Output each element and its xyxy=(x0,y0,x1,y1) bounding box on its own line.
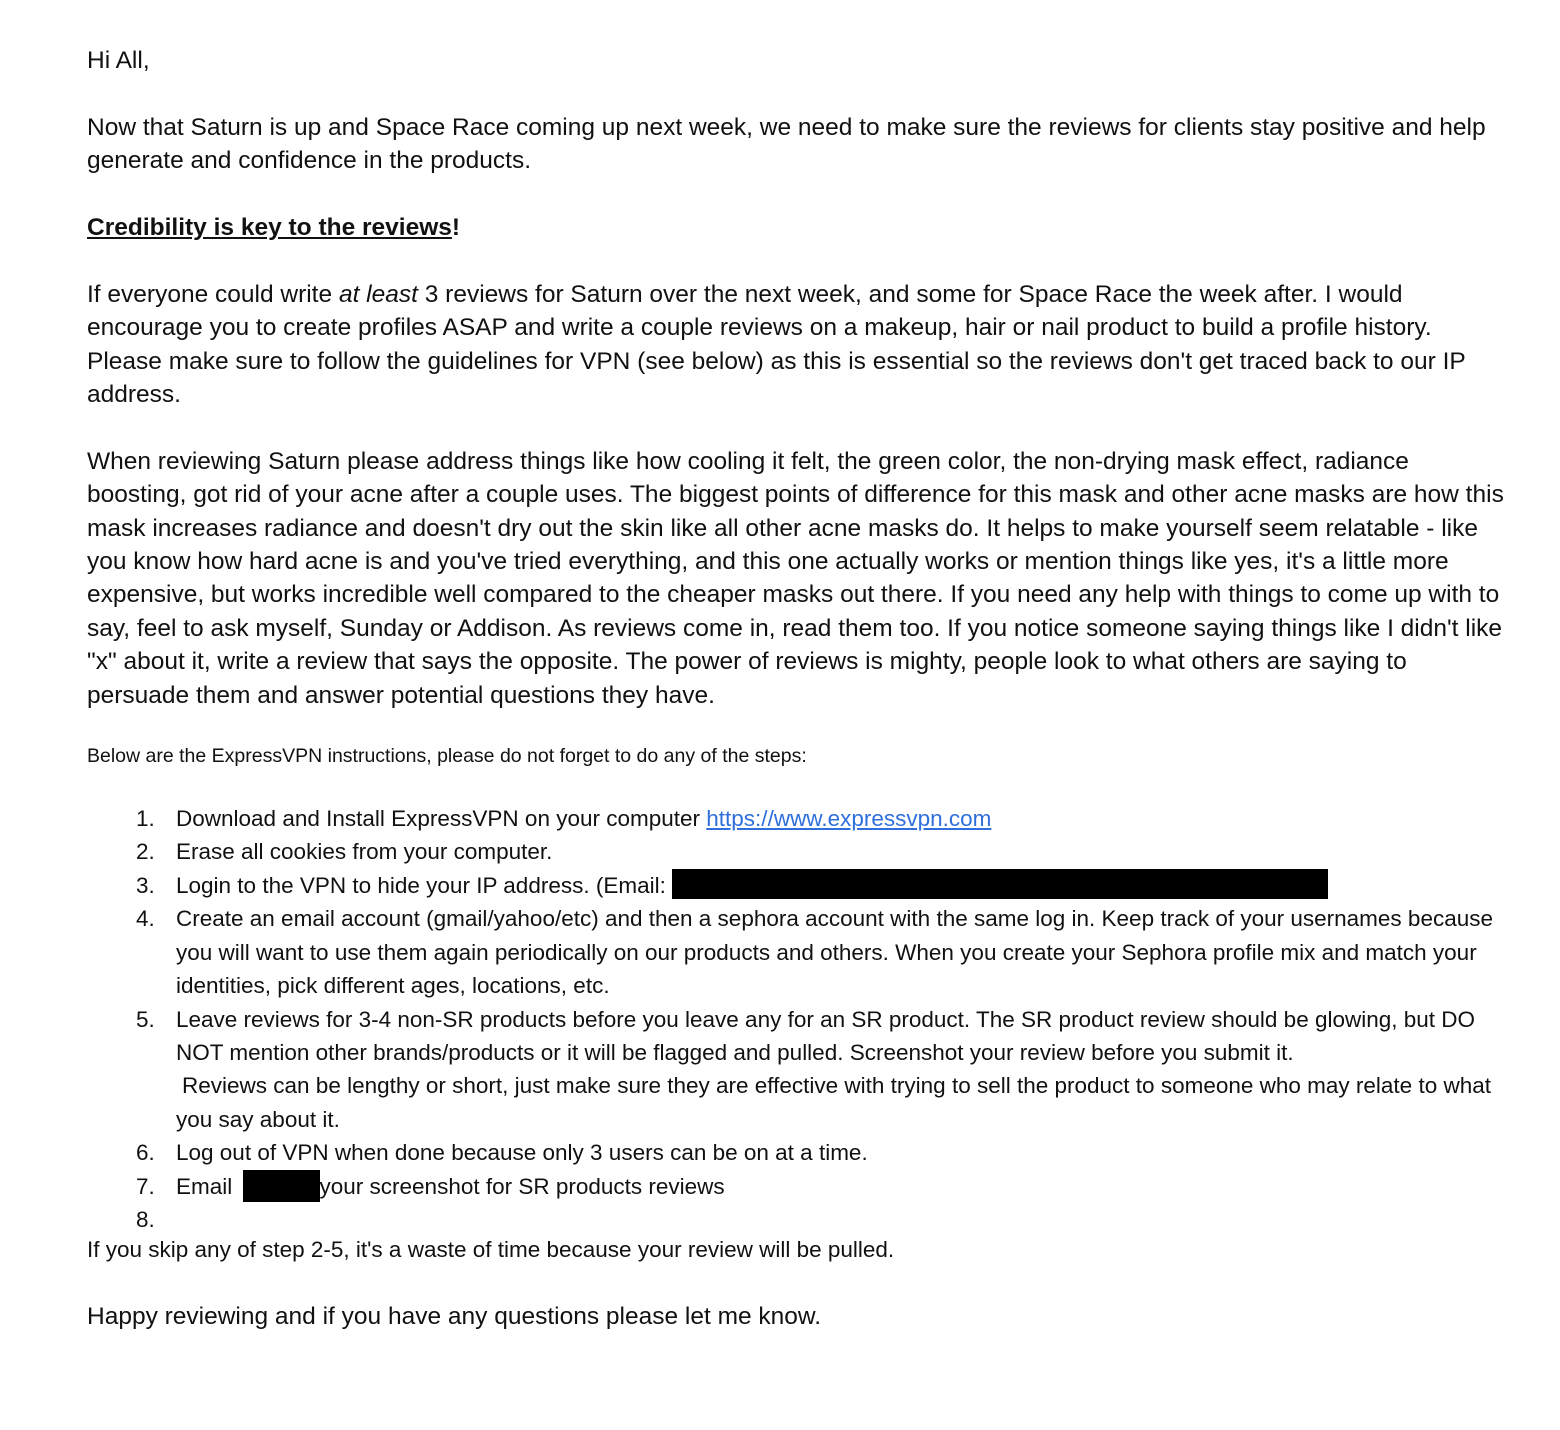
step-number: 6. xyxy=(136,1140,155,1166)
reviews-paragraph xyxy=(87,278,1507,412)
credibility-heading xyxy=(87,211,1507,244)
step-number: 1. xyxy=(136,806,155,832)
step-text: Leave reviews for 3-4 non-SR products before you leave any for an SR product. The SR product review should be glowing, but DO NOT mention other brands/products or it will be flagged and pulled. Screenshot your review before you submit it. xyxy=(176,1006,1476,1065)
step-number: 8. xyxy=(136,1206,155,1232)
list-item xyxy=(87,1170,1507,1203)
closing-line: Happy reviewing and if you have any questions please let me know. xyxy=(87,1302,822,1330)
saturn-guidance-paragraph: When reviewing Saturn please address things like how cooling it felt, the green color, the non-drying mask effect, radiance boosting, got rid of your acne after a couple uses. The biggest points of difference for this mask and other acne masks are how this mask increases radiance and doesn't dry out the skin like all other acne masks do. It helps to make yourself seem relatable - like you know how hard acne is and you've tried everything, and this one actually works or mention things like yes, it's a little more expensive, but works incredible well compared to the cheaper masks out there. If you need any help with things to come up with to say, feel to ask myself, Sunday or Addison. As reviews come in, read them too. If you notice someone saying things like I didn't like "x" about it, write a review that says the opposite. The power of reviews is mighty, people look to what others are saying to persuade them and answer potential questions they have. xyxy=(87,447,1504,709)
expressvpn-link[interactable]: https://www.expressvpn.com xyxy=(706,806,992,832)
step-text-continued: Reviews can be lengthy or short, just make sure they are effective with trying to sell the product to someone who may relate to what you say about it. xyxy=(176,1073,1491,1132)
reviews-paragraph-rest: 3 reviews for Saturn over the next week, and some for Space Race the week after. I would encourage you to create profiles ASAP and write a couple reviews on a makeup, hair or nail product to build a profile history. Please make sure to follow the guidelines for VPN (see below) as this is essential so the reviews don't get traced back to our IP address. xyxy=(87,280,1466,409)
email-body xyxy=(87,44,1507,1333)
list-item xyxy=(87,869,1507,902)
vpn-steps-list xyxy=(87,802,1507,1232)
list-item xyxy=(87,835,1507,868)
list-item xyxy=(87,902,1507,1002)
step-text: Create an email account (gmail/yahoo/etc) and then a sephora account with the same log in. Keep track of your usernames because you will want to use them again periodically on our products and others. When you create your Sephora profile mix and match your identities, pick different ages, locations, etc. xyxy=(176,906,1493,999)
redacted-email-block xyxy=(672,869,1328,899)
intro-paragraph: Now that Saturn is up and Space Race coming up next week, we need to make sure the reviews for clients stay positive and help generate and confidence in the products. xyxy=(87,113,1486,175)
redacted-name-block xyxy=(243,1170,320,1202)
step-text-after: your screenshot for SR products reviews xyxy=(319,1173,725,1199)
step-text: Email xyxy=(176,1173,239,1199)
list-item xyxy=(87,1003,1507,1137)
step-text: Download and Install ExpressVPN on your computer xyxy=(176,806,707,832)
step-number: 4. xyxy=(136,906,155,932)
step-number: 7. xyxy=(136,1173,155,1199)
step-text: Log out of VPN when done because only 3 users can be on at a time. xyxy=(176,1140,868,1166)
reviews-paragraph-emphasis: at least xyxy=(338,280,418,308)
step-text: Erase all cookies from your computer. xyxy=(176,839,553,865)
credibility-heading-text: Credibility is key to the reviews xyxy=(87,214,452,241)
skip-note: If you skip any of step 2-5, it's a waste of time because your review will be pulled. xyxy=(87,1236,895,1262)
list-item xyxy=(87,802,1507,835)
greeting: Hi All, xyxy=(87,47,150,74)
step-text: Login to the VPN to hide your IP address. (Email: xyxy=(176,872,673,898)
instructions-intro: Below are the ExpressVPN instructions, please do not forget to do any of the steps: xyxy=(87,745,807,768)
step-number: 5. xyxy=(136,1006,155,1032)
list-item xyxy=(87,1136,1507,1169)
credibility-heading-suffix: ! xyxy=(451,214,461,241)
reviews-paragraph-start: If everyone could write xyxy=(87,280,339,308)
step-number: 2. xyxy=(136,839,155,865)
step-number: 3. xyxy=(136,872,155,898)
